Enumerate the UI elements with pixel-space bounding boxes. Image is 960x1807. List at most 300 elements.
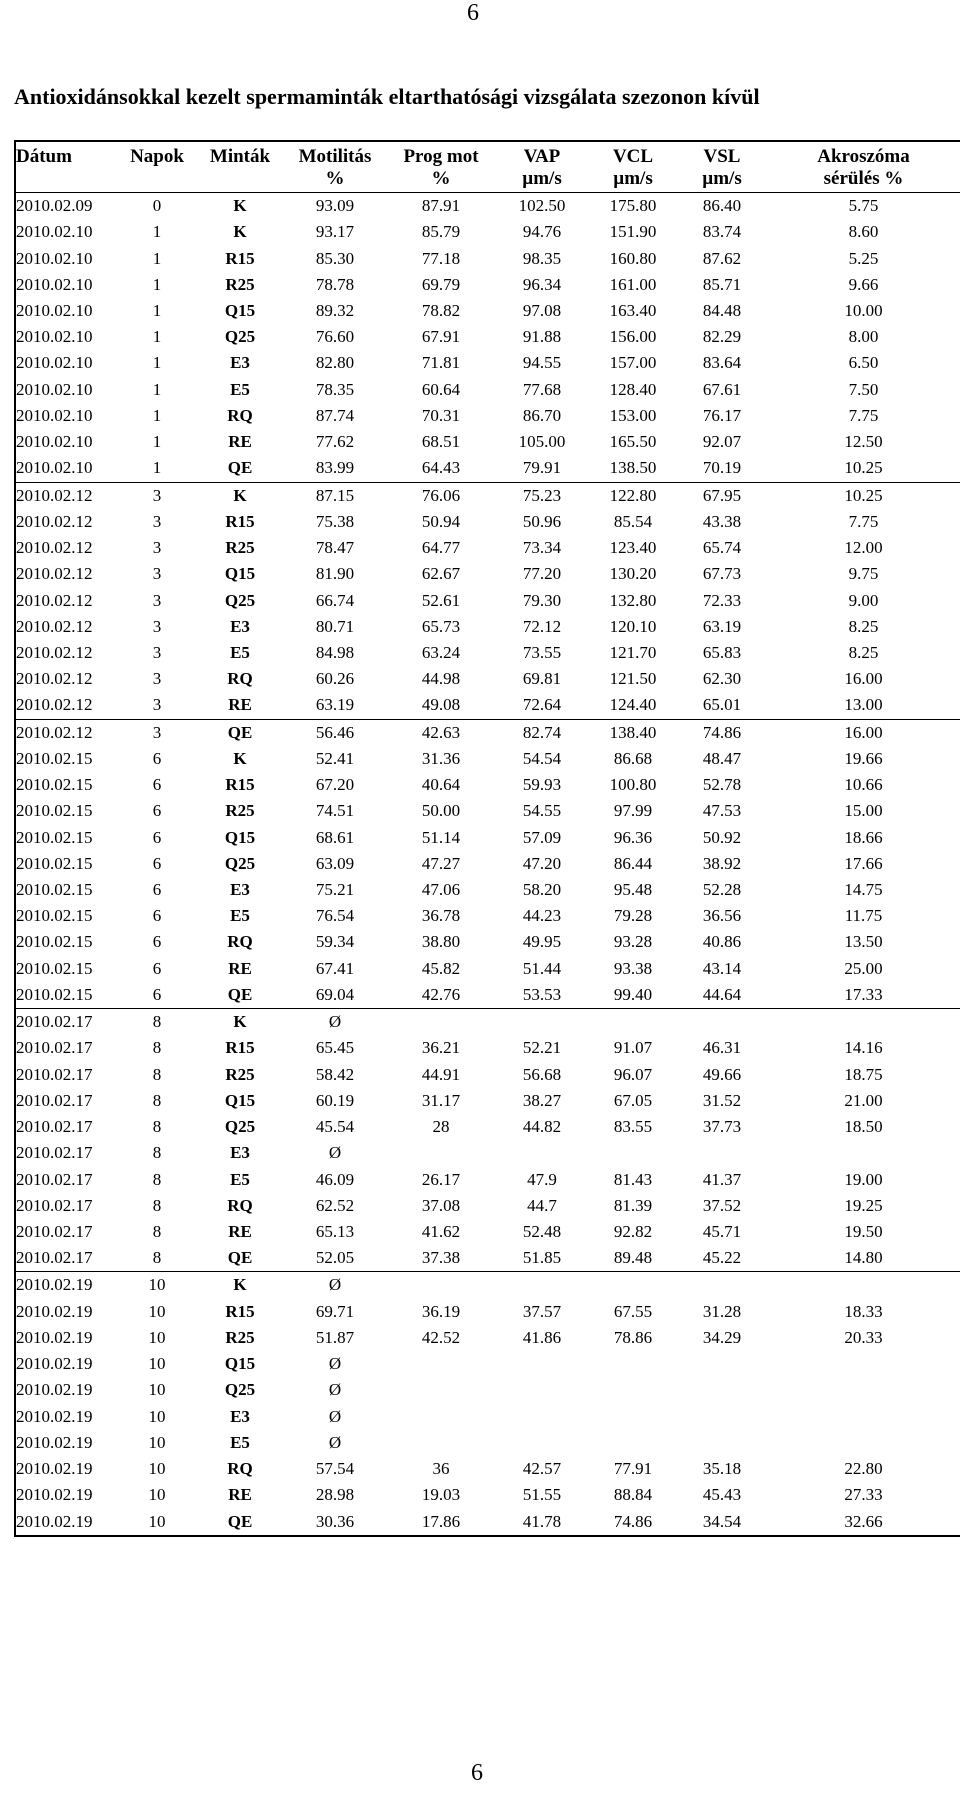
table-row [15, 824, 960, 850]
cell-vcl: 130.20 [609, 564, 657, 584]
cell-vsl: 65.83 [702, 642, 742, 662]
cell-date: 2010.02.12 [16, 538, 93, 558]
table-row [15, 1009, 960, 1036]
cell-motility: 65.45 [315, 1038, 355, 1058]
cell-motility: 75.21 [315, 880, 355, 900]
cell-samples: K [196, 482, 284, 509]
cell-prog-mot: 47.06 [421, 880, 461, 900]
cell-vap: 77.20 [522, 564, 562, 584]
cell-vcl: 161.00 [609, 274, 657, 294]
cell-motility: 77.62 [315, 432, 355, 452]
cell-vsl: 63.19 [702, 616, 742, 636]
cell-date: 2010.02.15 [16, 984, 93, 1004]
cell-acrosome: 7.75 [848, 405, 879, 425]
cell-samples: E3 [230, 616, 250, 636]
cell-vcl: 67.05 [613, 1090, 653, 1110]
cell-vap: 96.34 [522, 274, 562, 294]
cell-vap: 47.9 [527, 1169, 557, 1189]
cell-date: 2010.02.19 [16, 1432, 93, 1452]
cell-vsl: 38.92 [702, 853, 742, 873]
cell-prog-mot: 42.63 [386, 719, 496, 746]
cell-acrosome: 9.75 [848, 564, 879, 584]
table-row [15, 1299, 960, 1325]
table-row [15, 640, 960, 666]
cell-days: 1 [152, 301, 162, 321]
cell-date: 2010.02.10 [16, 379, 93, 399]
cell-days: 8 [152, 1143, 162, 1163]
cell-motility: 58.42 [315, 1064, 355, 1084]
table-row [15, 509, 960, 535]
cell-motility: 78.47 [315, 538, 355, 558]
cell-vcl: 85.54 [613, 511, 653, 531]
cell-date: 2010.02.19 [16, 1485, 93, 1505]
cell-vap [496, 1403, 588, 1429]
cell-vsl: 45.22 [702, 1248, 742, 1268]
cell-days: 8 [152, 1221, 162, 1241]
cell-vsl: 67.61 [702, 379, 742, 399]
cell-vcl [588, 1140, 678, 1166]
table-row [15, 1482, 960, 1508]
cell-days: 3 [152, 669, 162, 689]
cell-vsl: 48.47 [702, 748, 742, 768]
cell-vap [496, 1351, 588, 1377]
cell-acrosome: 7.50 [848, 379, 879, 399]
cell-days: 3 [152, 695, 162, 715]
cell-samples: Q25 [224, 1380, 256, 1400]
cell-date: 2010.02.19 [16, 1380, 93, 1400]
table-row [15, 929, 960, 955]
cell-vap: 54.54 [522, 748, 562, 768]
table-row [15, 1193, 960, 1219]
cell-acrosome: 12.50 [844, 432, 883, 452]
cell-motility: 60.26 [315, 669, 355, 689]
cell-acrosome [766, 1351, 960, 1377]
cell-vcl: 96.07 [613, 1064, 653, 1084]
cell-days: 8 [152, 1064, 162, 1084]
cell-samples: QE [227, 1511, 253, 1531]
cell-acrosome: 14.80 [844, 1248, 883, 1268]
cell-date: 2010.02.15 [16, 932, 93, 952]
cell-samples: QE [227, 984, 253, 1004]
cell-vap: 98.35 [522, 248, 562, 268]
cell-days: 10 [148, 1485, 166, 1505]
cell-vsl: 67.73 [702, 564, 742, 584]
cell-motility: 28.98 [315, 1485, 355, 1505]
cell-samples: Q25 [224, 1117, 256, 1137]
cell-samples: R25 [225, 1064, 255, 1084]
cell-samples: Q25 [224, 590, 256, 610]
cell-days: 10 [148, 1406, 166, 1426]
cell-vsl: 35.18 [702, 1459, 742, 1479]
cell-vap: 42.57 [522, 1459, 562, 1479]
cell-motility: 87.15 [284, 482, 386, 509]
cell-days: 6 [152, 827, 162, 847]
cell-samples: Q15 [224, 827, 256, 847]
cell-date: 2010.02.12 [16, 564, 93, 584]
cell-date: 2010.02.19 [15, 1272, 118, 1299]
cell-date: 2010.02.15 [16, 906, 93, 926]
cell-prog-mot: 85.79 [421, 222, 461, 242]
table-row [15, 429, 960, 455]
column-header-line1: Dátum [16, 146, 72, 167]
table-row [15, 1351, 960, 1377]
cell-days: 1 [152, 248, 162, 268]
column-header-vsl [678, 141, 766, 193]
cell-vsl: 40.86 [702, 932, 742, 952]
cell-vsl [678, 1403, 766, 1429]
cell-vap: 59.93 [522, 775, 562, 795]
cell-motility: 80.71 [315, 616, 355, 636]
cell-acrosome: 17.66 [844, 853, 883, 873]
cell-days: 6 [152, 906, 162, 926]
cell-vsl: 43.14 [702, 958, 742, 978]
table-row [15, 403, 960, 429]
cell-vap [496, 1430, 588, 1456]
cell-motility: 52.41 [315, 748, 355, 768]
cell-motility: 89.32 [315, 301, 355, 321]
cell-samples: RQ [227, 1195, 253, 1215]
table-body [15, 193, 960, 1537]
table-row [15, 298, 960, 324]
cell-prog-mot: 67.91 [421, 327, 461, 347]
cell-vsl [678, 1009, 766, 1036]
cell-date: 2010.02.15 [16, 801, 93, 821]
cell-prog-mot: 17.86 [421, 1511, 461, 1531]
column-header-motility [284, 141, 386, 193]
cell-acrosome: 9.66 [848, 274, 879, 294]
cell-prog-mot: 41.62 [421, 1221, 461, 1241]
cell-vap: 72.64 [522, 695, 562, 715]
cell-vap: 73.34 [522, 538, 562, 558]
cell-prog-mot [386, 1272, 496, 1299]
column-header-line2: % [431, 168, 451, 189]
cell-vsl: 44.64 [702, 984, 742, 1004]
cell-motility: 93.17 [315, 222, 355, 242]
cell-vap: 52.48 [522, 1221, 562, 1241]
cell-prog-mot: 69.79 [421, 274, 461, 294]
cell-vcl: 93.28 [613, 932, 653, 952]
cell-acrosome: 8.25 [848, 642, 879, 662]
cell-samples: E5 [230, 1169, 250, 1189]
cell-motility: 83.99 [315, 458, 355, 478]
cell-vsl: 52.78 [702, 775, 742, 795]
table-row [15, 561, 960, 587]
cell-motility: Ø [284, 1272, 386, 1299]
cell-date: 2010.02.12 [16, 590, 93, 610]
column-header-vap [496, 141, 588, 193]
table-row [15, 1456, 960, 1482]
cell-vap: 73.55 [522, 642, 562, 662]
cell-days: 8 [152, 1169, 162, 1189]
cell-vcl: 153.00 [609, 405, 657, 425]
cell-vap: 75.23 [496, 482, 588, 509]
cell-date: 2010.02.19 [16, 1327, 93, 1347]
cell-motility: 67.41 [315, 958, 355, 978]
cell-vsl: 70.19 [702, 458, 742, 478]
cell-motility: 57.54 [315, 1459, 355, 1479]
cell-vsl: 86.40 [702, 196, 742, 216]
cell-motility: 46.09 [315, 1169, 355, 1189]
cell-motility: 30.36 [315, 1511, 355, 1531]
cell-acrosome: 32.66 [844, 1511, 883, 1531]
cell-vcl: 121.50 [609, 669, 657, 689]
cell-motility: 84.98 [315, 642, 355, 662]
cell-samples: K [233, 748, 247, 768]
cell-days: 6 [152, 932, 162, 952]
cell-days: 3 [152, 538, 162, 558]
cell-prog-mot: 31.17 [421, 1090, 461, 1110]
cell-motility: 56.46 [284, 719, 386, 746]
cell-date: 2010.02.10 [16, 327, 93, 347]
cell-samples: RE [228, 432, 252, 452]
cell-acrosome: 10.25 [766, 482, 960, 509]
cell-acrosome: 10.25 [844, 458, 883, 478]
table-row [15, 272, 960, 298]
cell-vsl: 45.43 [702, 1485, 742, 1505]
cell-vcl: 81.39 [613, 1195, 653, 1215]
table-row [15, 798, 960, 824]
cell-vcl: 96.36 [613, 827, 653, 847]
cell-date: 2010.02.15 [16, 853, 93, 873]
cell-vsl [678, 1140, 766, 1166]
cell-acrosome [766, 1140, 960, 1166]
cell-prog-mot: 42.76 [421, 984, 461, 1004]
cell-motility: 81.90 [315, 564, 355, 584]
cell-vsl: 52.28 [702, 880, 742, 900]
cell-days: 6 [152, 775, 162, 795]
cell-motility: 74.51 [315, 801, 355, 821]
cell-prog-mot: 49.08 [421, 695, 461, 715]
cell-date: 2010.02.15 [16, 748, 93, 768]
cell-samples: K [233, 196, 247, 216]
cell-samples: R15 [225, 1038, 255, 1058]
cell-prog-mot: 36.78 [421, 906, 461, 926]
cell-days: 10 [118, 1272, 196, 1299]
page-number-top: 6 [467, 0, 479, 26]
cell-samples: R25 [225, 1327, 255, 1347]
cell-samples: E5 [230, 642, 250, 662]
table-row [15, 1325, 960, 1351]
column-header-line1: Minták [209, 146, 271, 167]
cell-vap [496, 1140, 588, 1166]
cell-samples: Q15 [224, 564, 256, 584]
column-header-line1: VAP [523, 146, 561, 167]
cell-vcl: 165.50 [609, 432, 657, 452]
cell-vcl: 86.68 [613, 748, 653, 768]
cell-prog-mot: 19.03 [421, 1485, 461, 1505]
cell-vsl: 31.28 [702, 1301, 742, 1321]
cell-prog-mot: 37.08 [421, 1195, 461, 1215]
cell-acrosome: 19.50 [844, 1221, 883, 1241]
cell-acrosome: 25.00 [844, 958, 883, 978]
cell-days: 3 [152, 590, 162, 610]
cell-days: 8 [152, 1195, 162, 1215]
cell-motility: 75.38 [315, 511, 355, 531]
cell-acrosome: 5.25 [848, 248, 879, 268]
cell-vsl: 72.33 [702, 590, 742, 610]
cell-vap: 44.7 [527, 1195, 557, 1215]
cell-vsl: 83.74 [702, 222, 742, 242]
cell-days: 3 [152, 564, 162, 584]
cell-vsl: 34.29 [702, 1327, 742, 1347]
table-row [15, 692, 960, 719]
cell-samples: K [196, 1009, 284, 1036]
cell-prog-mot: 45.82 [421, 958, 461, 978]
cell-vap: 51.44 [522, 958, 562, 978]
cell-samples: Q15 [224, 1090, 256, 1110]
column-header-line1: Motilitás [298, 146, 372, 167]
table-row [15, 193, 960, 220]
cell-prog-mot [386, 1140, 496, 1166]
table-row [15, 219, 960, 245]
cell-date: 2010.02.10 [16, 248, 93, 268]
cell-acrosome: 13.50 [844, 932, 883, 952]
cell-acrosome: 10.66 [844, 775, 883, 795]
cell-date: 2010.02.15 [16, 775, 93, 795]
cell-prog-mot: 64.77 [421, 538, 461, 558]
cell-vap: 77.68 [522, 379, 562, 399]
cell-prog-mot: 60.64 [421, 379, 461, 399]
cell-vap: 51.55 [522, 1485, 562, 1505]
cell-acrosome [766, 1403, 960, 1429]
cell-acrosome: 14.75 [844, 880, 883, 900]
cell-vsl [678, 1351, 766, 1377]
cell-vcl: 92.82 [613, 1221, 653, 1241]
cell-vsl: 49.66 [702, 1064, 742, 1084]
cell-days: 1 [152, 458, 162, 478]
cell-date: 2010.02.17 [16, 1038, 93, 1058]
cell-vcl: 95.48 [613, 880, 653, 900]
cell-vap: 94.55 [522, 353, 562, 373]
cell-vsl: 83.64 [702, 353, 742, 373]
cell-date: 2010.02.12 [16, 642, 93, 662]
table-row [15, 772, 960, 798]
cell-samples: E5 [230, 379, 250, 399]
cell-prog-mot: 71.81 [421, 353, 461, 373]
cell-days: 3 [118, 719, 196, 746]
cell-days: 10 [148, 1432, 166, 1452]
cell-date: 2010.02.17 [16, 1195, 93, 1215]
table-row [15, 903, 960, 929]
cell-motility: 60.19 [315, 1090, 355, 1110]
column-header-line2: µm/s [522, 168, 562, 189]
cell-days: 10 [148, 1380, 166, 1400]
cell-vap: 37.57 [522, 1301, 562, 1321]
cell-samples: RQ [227, 932, 253, 952]
table-row [15, 1403, 960, 1429]
cell-date: 2010.02.10 [16, 274, 93, 294]
cell-prog-mot: 78.82 [421, 301, 461, 321]
cell-vcl: 83.55 [613, 1117, 653, 1137]
cell-samples: R25 [225, 801, 255, 821]
cell-acrosome: 5.75 [848, 196, 879, 216]
cell-vcl: 86.44 [613, 853, 653, 873]
cell-acrosome: 22.80 [844, 1459, 883, 1479]
cell-days: 8 [152, 1038, 162, 1058]
cell-prog-mot [386, 1377, 496, 1403]
cell-prog-mot: 70.31 [421, 405, 461, 425]
cell-days: 1 [152, 222, 162, 242]
cell-samples: R25 [225, 538, 255, 558]
table-row [15, 719, 960, 746]
cell-motility: Ø [328, 1143, 342, 1163]
cell-days: 1 [152, 274, 162, 294]
cell-prog-mot: 50.94 [421, 511, 461, 531]
cell-vap: 97.08 [522, 301, 562, 321]
cell-samples: RQ [227, 669, 253, 689]
table-row [15, 245, 960, 271]
cell-vcl: 74.86 [613, 1511, 653, 1531]
cell-vcl: 157.00 [609, 353, 657, 373]
cell-vsl: 47.53 [702, 801, 742, 821]
cell-motility: Ø [328, 1354, 342, 1374]
cell-date: 2010.02.17 [16, 1117, 93, 1137]
table-header-row [15, 141, 960, 193]
cell-vsl [678, 1377, 766, 1403]
cell-prog-mot: 37.38 [421, 1248, 461, 1268]
cell-motility: 69.04 [315, 984, 355, 1004]
cell-motility: 78.78 [315, 274, 355, 294]
cell-prog-mot: 42.52 [421, 1327, 461, 1347]
cell-vap: 44.23 [522, 906, 562, 926]
cell-acrosome: 9.00 [848, 590, 879, 610]
table-row [15, 535, 960, 561]
cell-prog-mot: 26.17 [421, 1169, 461, 1189]
cell-samples: RE [228, 695, 252, 715]
cell-days: 0 [152, 196, 162, 216]
cell-vap: 105.00 [518, 432, 566, 452]
table-row [15, 982, 960, 1009]
cell-prog-mot: 51.14 [421, 827, 461, 847]
cell-days: 10 [148, 1327, 166, 1347]
cell-acrosome: 19.25 [844, 1195, 883, 1215]
cell-vsl: 74.86 [678, 719, 766, 746]
cell-samples: Q25 [224, 853, 256, 873]
cell-vcl: 123.40 [609, 538, 657, 558]
cell-motility: 85.30 [315, 248, 355, 268]
cell-vsl: 34.54 [702, 1511, 742, 1531]
cell-days: 10 [148, 1354, 166, 1374]
cell-motility: 82.80 [315, 353, 355, 373]
cell-prog-mot: 36.19 [421, 1301, 461, 1321]
cell-days: 10 [148, 1301, 166, 1321]
cell-acrosome: 11.75 [844, 906, 883, 926]
cell-date: 2010.02.15 [16, 827, 93, 847]
cell-prog-mot [386, 1009, 496, 1036]
cell-vap: 51.85 [522, 1248, 562, 1268]
cell-vcl: 175.80 [609, 196, 657, 216]
cell-vsl [678, 1430, 766, 1456]
table-row [15, 1272, 960, 1299]
cell-vcl: 132.80 [609, 590, 657, 610]
cell-vsl: 46.31 [702, 1038, 742, 1058]
cell-date: 2010.02.10 [16, 301, 93, 321]
cell-days: 1 [152, 379, 162, 399]
cell-samples: Q15 [224, 301, 256, 321]
cell-date: 2010.02.19 [16, 1301, 93, 1321]
cell-vsl: 67.95 [678, 482, 766, 509]
cell-days: 6 [152, 853, 162, 873]
cell-date: 2010.02.19 [16, 1406, 93, 1426]
cell-vap: 82.74 [496, 719, 588, 746]
cell-vcl [588, 1430, 678, 1456]
cell-vsl: 50.92 [702, 827, 742, 847]
cell-vsl: 92.07 [702, 432, 742, 452]
cell-days: 8 [152, 1090, 162, 1110]
cell-vap: 38.27 [522, 1090, 562, 1110]
column-header-date [15, 141, 118, 193]
cell-date: 2010.02.15 [16, 958, 93, 978]
